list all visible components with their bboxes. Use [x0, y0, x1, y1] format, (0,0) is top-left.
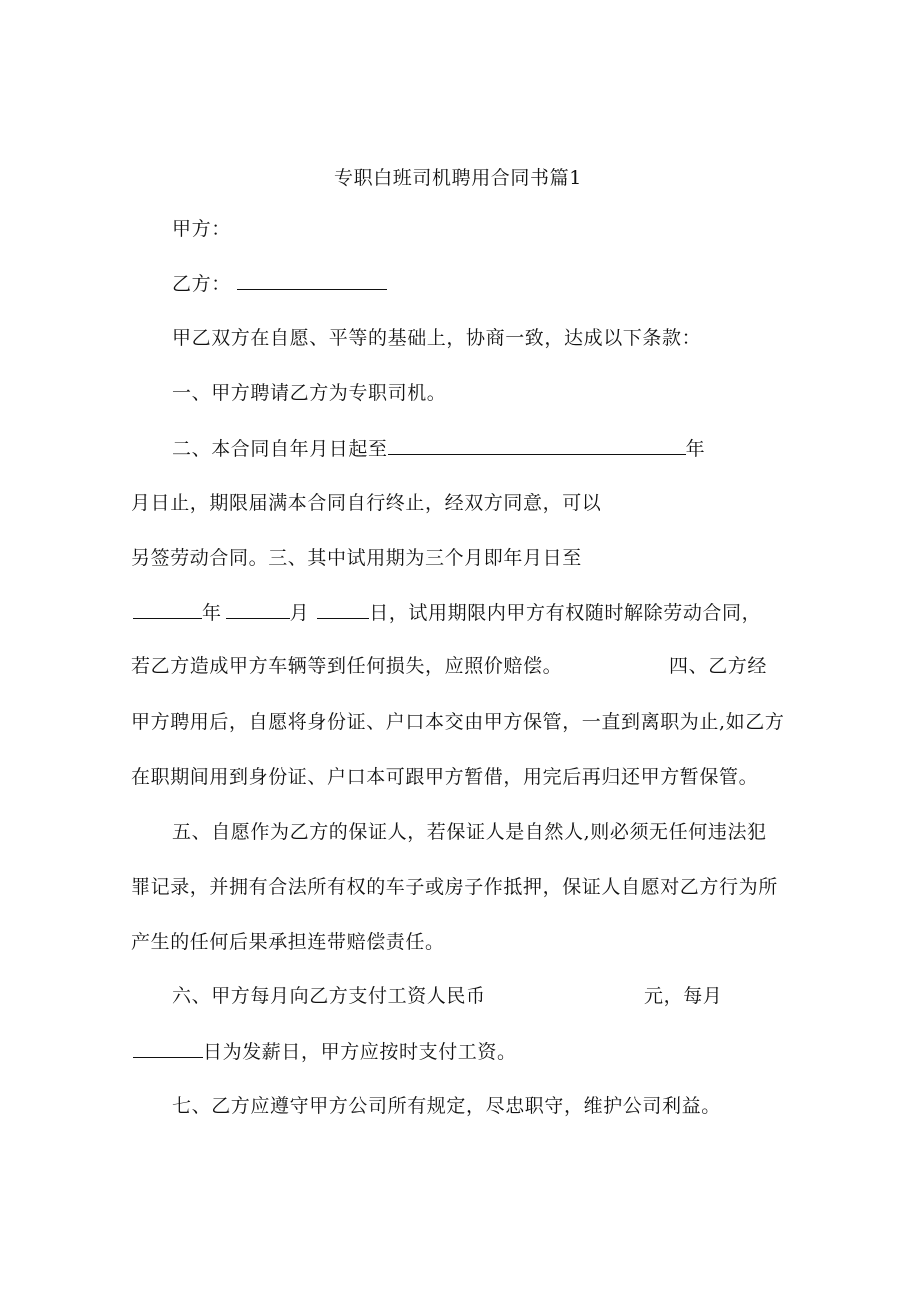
party-b-blank — [237, 271, 387, 290]
clause-3-line-2: 若乙方造成甲方车辆等到任何损失，应照价赔偿。 — [131, 655, 563, 677]
clause-2-line-3: 另签劳动合同。三、其中试用期为三个月即年月日至 — [131, 547, 582, 569]
clause-4-start: 四、乙方经 — [669, 655, 768, 677]
clause-6-payday-text: 日为发薪日，甲方应按时支付工资。 — [203, 1041, 517, 1063]
clause-4-line-3: 在职期间用到身份证、户口本可跟甲方暂借，用完后再归还甲方暂保管。 — [131, 766, 759, 788]
clause-3-line-1 — [133, 600, 761, 625]
clause-2-text: 二、本合同自年月日起至 — [172, 438, 388, 460]
clause-6-line-2 — [133, 1039, 517, 1064]
clause-5-line-2: 罪记录，并拥有合法所有权的车子或房子作抵押，保证人自愿对乙方行为所 — [131, 876, 778, 898]
clause-2-year-text: 年 — [685, 438, 706, 460]
clause-1: 一、甲方聘请乙方为专职司机。 — [172, 382, 447, 404]
clause-2-end-date-blank — [388, 436, 686, 455]
clause-3-year-text: 年 — [202, 602, 222, 624]
clause-2-line-1 — [172, 436, 705, 461]
clause-3-month-text: 月 — [289, 602, 310, 624]
document-title: 专职白班司机聘用合同书篇1 — [334, 167, 582, 189]
clause-3-rest-text: 日，试用期限内甲方有权随时解除劳动合同， — [369, 602, 762, 624]
party-b-line — [172, 271, 387, 296]
payday-blank — [133, 1039, 203, 1058]
probation-day-blank — [317, 600, 369, 619]
probation-month-blank — [226, 600, 290, 619]
clause-5-line-1: 五、自愿作为乙方的保证人，若保证人是自然人,则必须无任何违法犯 — [172, 821, 767, 843]
party-a-label: 甲方： — [172, 218, 231, 240]
clause-2-line-2: 月日止，期限届满本合同自行终止，经双方同意，可以 — [131, 492, 602, 514]
party-b-label: 乙方： — [172, 273, 231, 295]
clause-5-line-3: 产生的任何后果承担连带赔偿责任。 — [131, 931, 445, 953]
clause-4-line-2: 甲方聘用后，自愿将身份证、户口本交由甲方保管，一直到离职为止,如乙方 — [131, 711, 785, 733]
clause-7: 七、乙方应遵守甲方公司所有规定，尽忠职守，维护公司利益。 — [172, 1095, 721, 1117]
probation-year-blank — [133, 600, 202, 619]
intro-paragraph: 甲乙双方在自愿、平等的基础上，协商一致，达成以下条款： — [172, 327, 702, 349]
clause-6-amount-unit: 元，每月 — [644, 985, 723, 1007]
clause-6-text: 六、甲方每月向乙方支付工资人民币 — [172, 985, 486, 1007]
